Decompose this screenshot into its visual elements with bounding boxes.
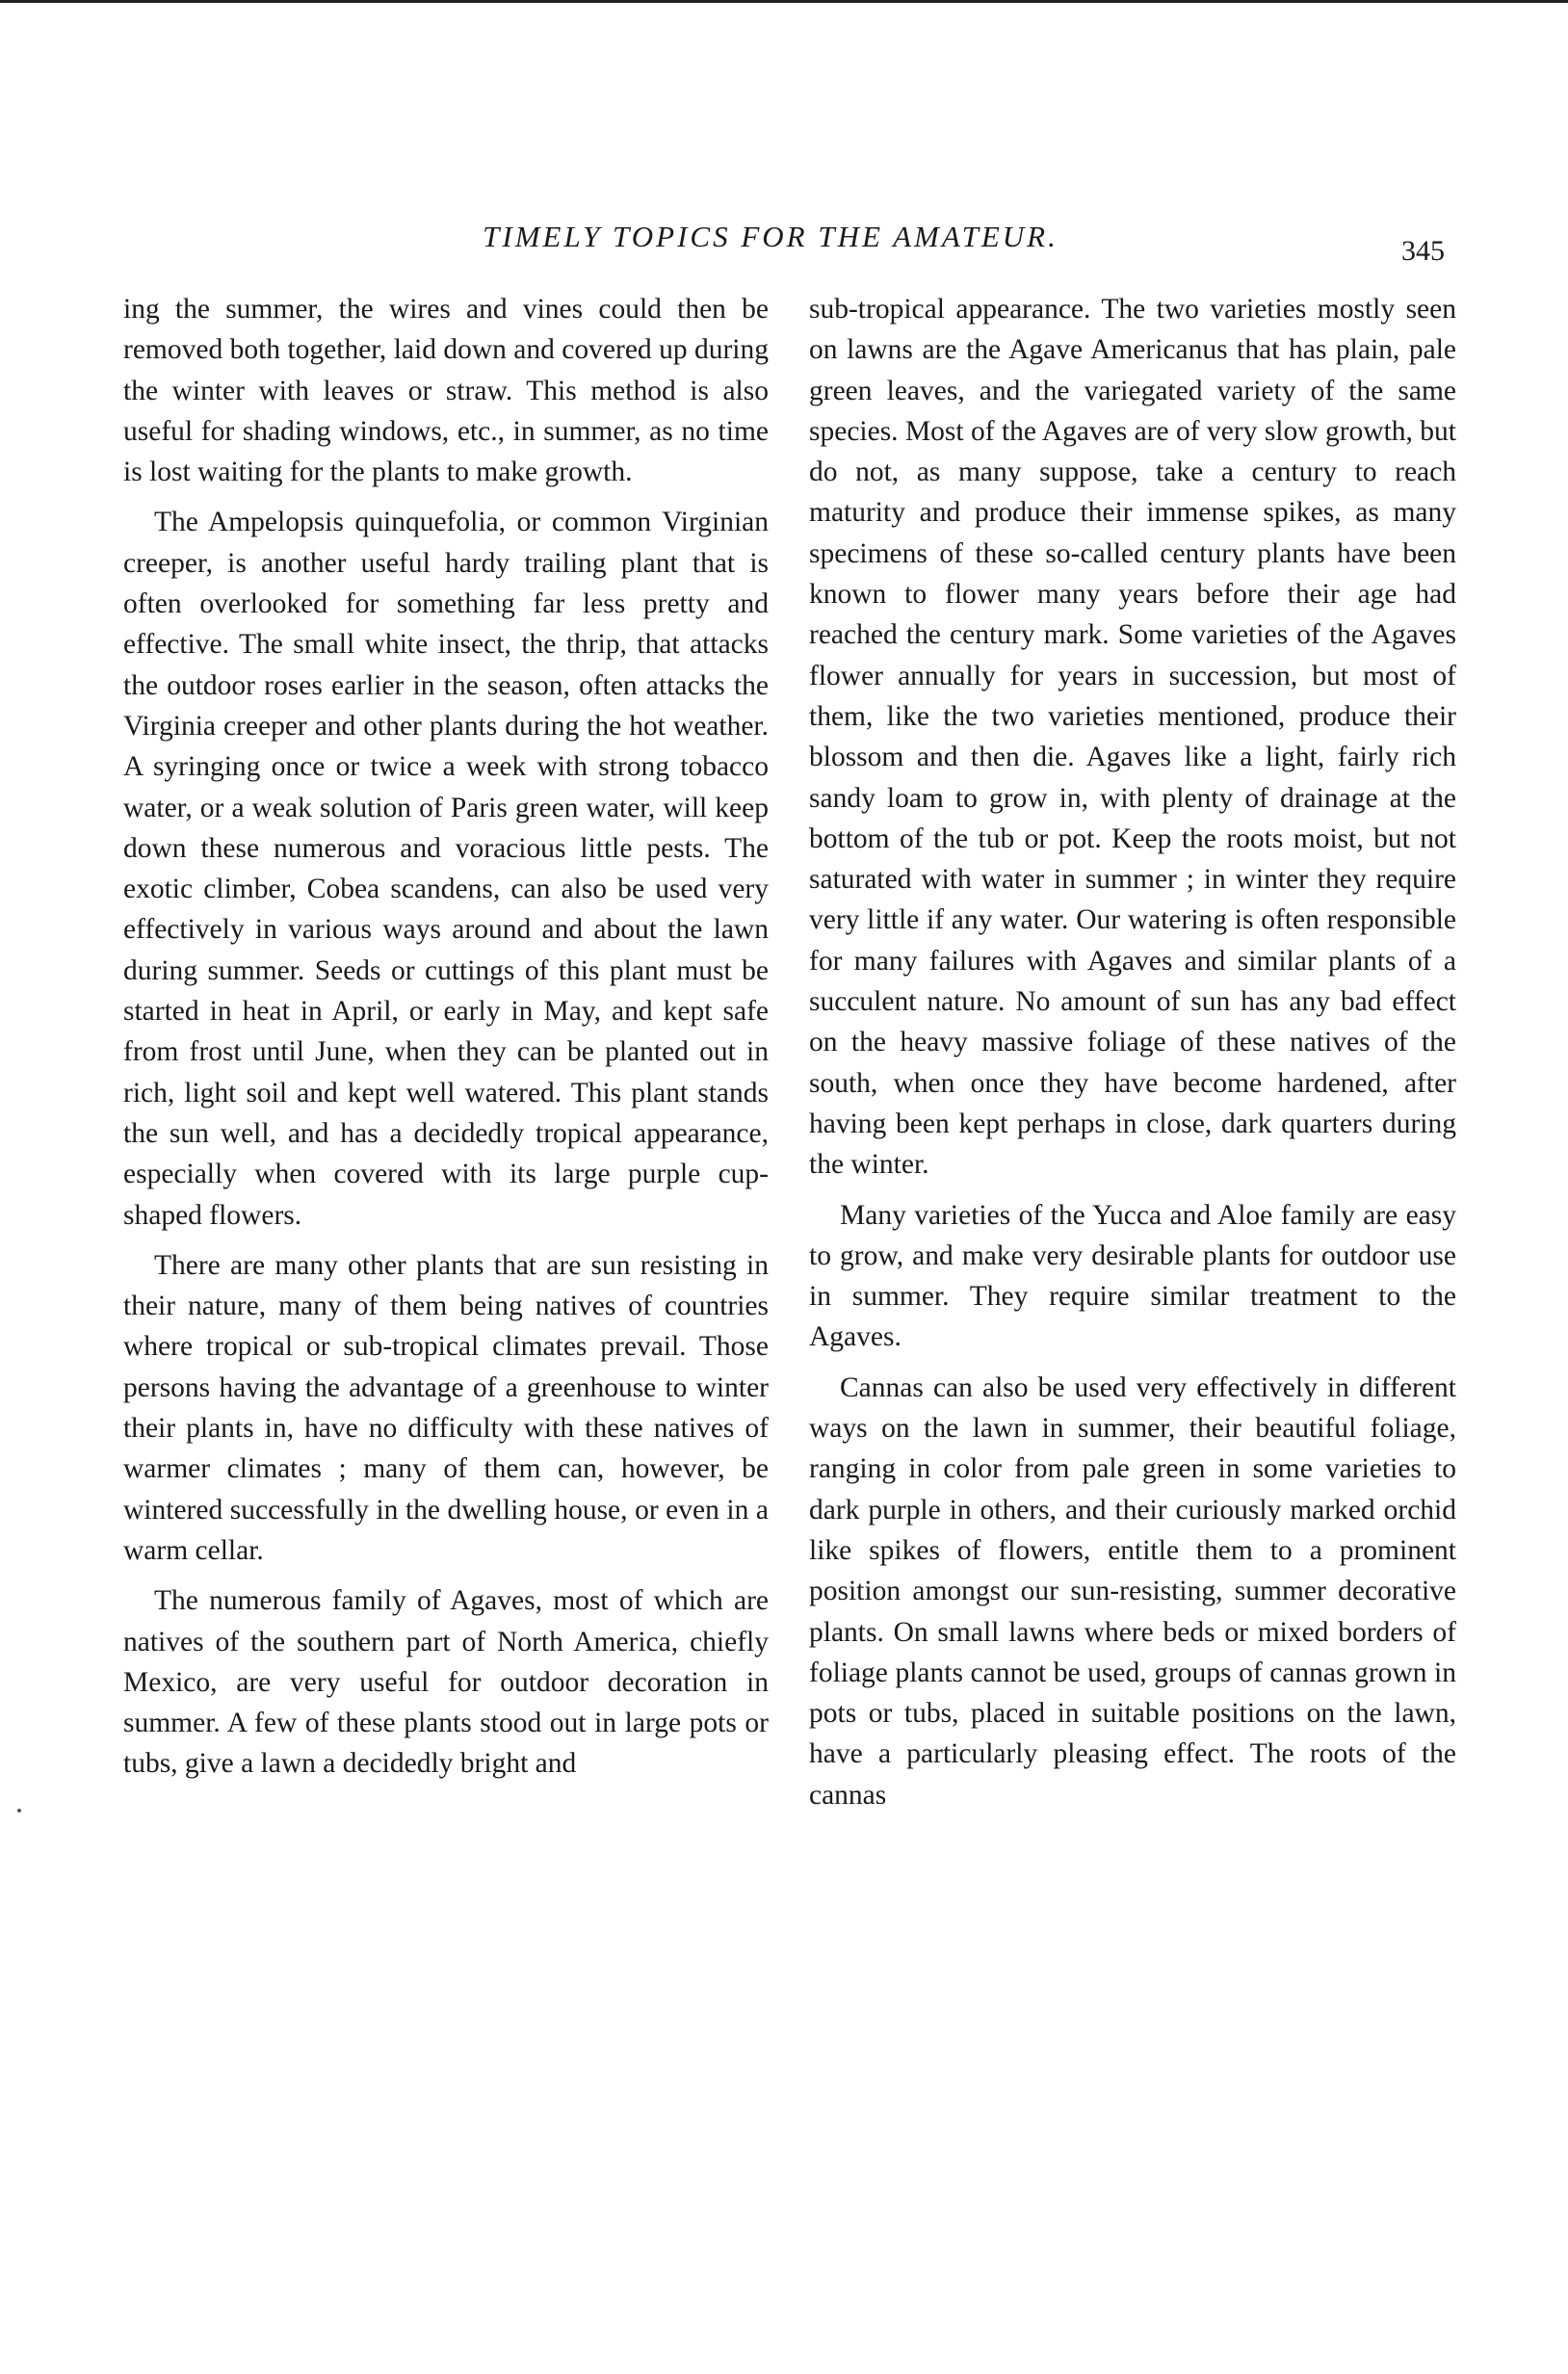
right-column <box>809 289 1456 1815</box>
right-paragraph-3: Cannas can also be used very effectively in different ways on the lawn in summer, their beautiful foliage, ranging in color from pale green in some varieties to dark purple in others, and their curiously marked orchid like spikes of flowers, entitle them to a prominent position amongst our sun-resisting, summer decorative plants. On small lawns where beds or mixed borders of foliage plants cannot be used, groups of cannas grown in pots or tubs, placed in suitable positions on the lawn, have a particularly pleasing effect. The roots of the cannas <box>809 1371 1456 1811</box>
left-paragraph-2: The Ampelopsis quinquefolia, or common Virginian creeper, is another useful hardy trailing plant that is often overlooked for something far less pretty and effective. The small white insect, the thrip, that attacks the outdoor roses earlier in the season, often attacks the Virginia creeper and other plants during the hot weather. A syringing once or twice a week with strong tobacco water, or a weak solution of Paris green water, will keep down these numerous and voracious little pests. The exotic climber, Cobea scandens, can also be used very effectively in various ways around and about the lawn during summer. Seeds or cuttings of this plant must be started in heat in April, or early in May, and kept safe from frost until June, when they can be planted out in rich, light soil and kept well watered. This plant stands the sun well, and has a decidedly tropical appearance, especially when covered with its large purple cup-shaped flowers. <box>123 507 769 1231</box>
running-title: TIMELY TOPICS FOR THE AMATEUR. <box>483 220 1058 253</box>
page-number: 345 <box>1401 235 1445 267</box>
left-paragraph-4: The numerous family of Agaves, most of which are natives of the southern part of North America, chiefly Mexico, are very useful for outdoor decoration in summer. A few of these plants stood out in large pots or tubs, give a lawn a decidedly bright and <box>123 1585 769 1780</box>
left-column <box>123 289 769 1785</box>
right-paragraph-1: sub-tropical appearance. The two varieties mostly seen on lawns are the Agave Americanus that has plain, pale green leaves, and the variegated variety of the same species. Most of the Agaves are of very slow growth, but do not, as many suppose, take a century to reach maturity and produce their immense spikes, as many specimens of these so-called century plants have been known to flower many years before their age had reached the century mark. Some varieties of the Agaves flower annually for years in succession, but most of them, like the two varieties mentioned, produce their blossom and then die. Agaves like a light, fairly rich sandy loam to grow in, with plenty of drainage at the bottom of the tub or pot. Keep the roots moist, but not saturated with water in summer ; in winter they require very little if any water. Our watering is often responsible for many failures with Agaves and similar plants of a succulent nature. No amount of sun has any bad effect on the heavy massive foliage of these natives of the south, when once they have become hardened, after having been kept perhaps in close, dark quarters during the winter. <box>809 294 1456 1181</box>
left-paragraph-1: ing the summer, the wires and vines could then be removed both together, laid down and covered up during the winter with leaves or straw. This method is also useful for shading windows, etc., in summer, as no time is lost waiting for the plants to make growth. <box>123 294 769 488</box>
top-border-rule <box>0 0 1568 3</box>
right-paragraph-2: Many varieties of the Yucca and Aloe family are easy to grow, and make very desirable plants for outdoor use in summer. They require similar treatment to the Agaves. <box>809 1199 1456 1353</box>
left-paragraph-3: There are many other plants that are sun resisting in their nature, many of them being natives of countries where tropical or sub-tropical climates prevail. Those persons having the advantage of a greenhouse to winter their plants in, have no difficulty with these natives of warmer climates ; many of them can, however, be wintered successfully in the dwelling house, or even in a warm cellar. <box>123 1249 769 1566</box>
margin-speck <box>17 1809 21 1813</box>
